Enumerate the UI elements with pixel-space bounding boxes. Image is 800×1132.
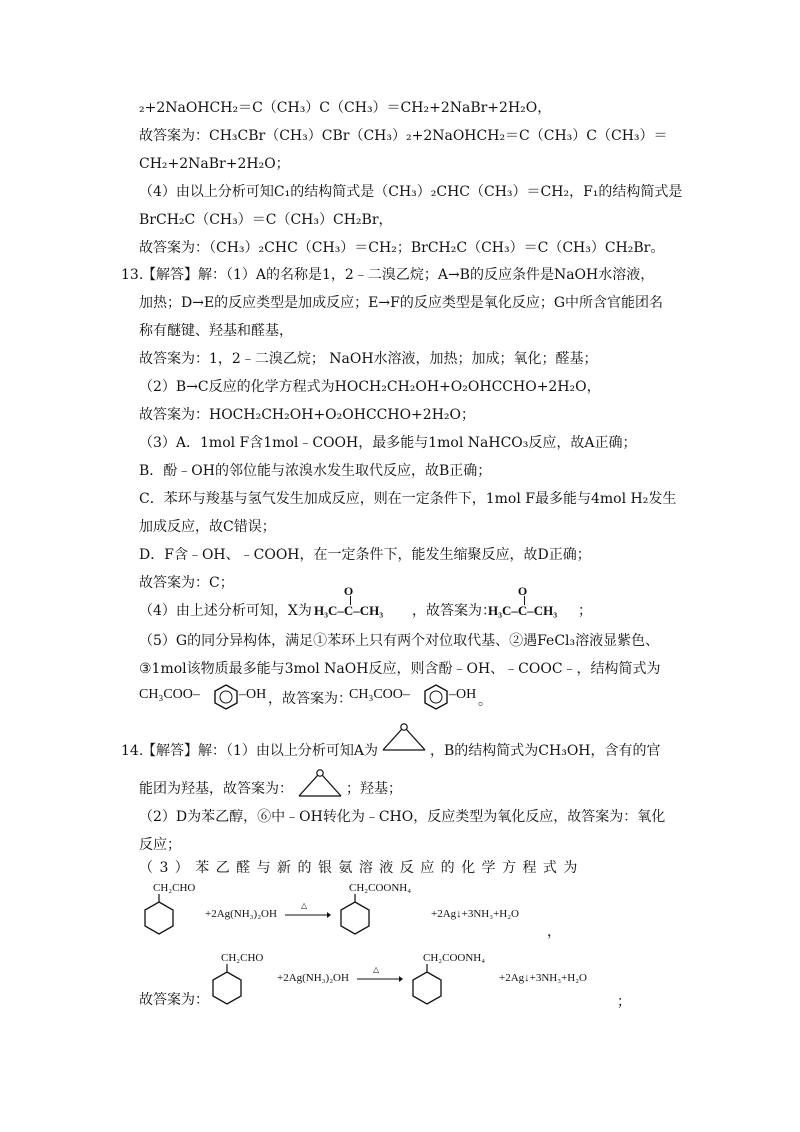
text-line: （ 3 ） 苯 乙 醛 与 新 的 银 氨 溶 液 反 应 的 化 学 方 程 式 为 [139, 860, 579, 876]
acetone-structure [314, 584, 384, 619]
text-line: 【解答】解：（1）A的名称是1，2﹣二溴乙烷；A→B的反应条件是NaOH水溶液， [142, 267, 655, 283]
acetone-formula: H₃C–C–CH₃ [488, 603, 558, 618]
text-line: ₂+2NaOHCH₂＝C（CH₃）C（CH₃）＝CH₂+2NaBr+2H₂O， [139, 100, 552, 116]
text-line: 故答案为：C； [139, 575, 234, 591]
text-line: D．F含﹣OH、﹣COOH，在一定条件下，能发生缩聚反应，故D正确； [139, 547, 591, 563]
text-line: 故答案为：CH₃CBr（CH₃）CBr（CH₃）₂+2NaOHCH₂＝C（CH₃）C（CH₃）＝ [139, 128, 668, 144]
reagent-label: +2Ag(NH₃)₂OH [205, 908, 277, 920]
text-line: 加成反应，故C错误； [139, 519, 276, 535]
text-line: CH₂+2NaBr+2H₂O； [139, 156, 290, 172]
benzene-ring-icon [139, 894, 179, 938]
text-line: 【解答】解：（1）由以上分析可知A为 [142, 743, 379, 759]
reaction-equation [139, 880, 559, 940]
text-line: C．苯环与羧基与氢气发生加成反应，则在一定条件下，1mol F最多能与4mol H₂发生 [139, 491, 677, 507]
text-line: 故答案为： [139, 992, 209, 1008]
ester-left-group: CH₃COO– [139, 687, 200, 702]
text-line: 故答案为：（CH₃）₂CHC（CH₃）＝CH₂；BrCH₂C（CH₃）＝C（CH₃）CH₂Br。 [139, 240, 665, 256]
text-line: （2）B→C反应的化学方程式为HOCH₂CH₂OH+O₂OHCCHO+2H₂O， [139, 379, 601, 395]
text-line: ， [547, 924, 561, 940]
text-line: ； [578, 603, 592, 619]
benzene-ring-icon [407, 964, 447, 1008]
reactant-label: CH₂CHO [221, 952, 264, 964]
reaction-arrow-icon [285, 910, 331, 920]
epoxide-ring-icon [296, 768, 344, 800]
text-line: ，故答案为： [268, 691, 352, 707]
product-label: CH₂COONH₄ [349, 882, 412, 894]
carbonyl-oxygen: O [517, 584, 528, 598]
text-line: 反应； [139, 837, 181, 853]
ester-structure [139, 683, 269, 711]
text-line: 。 [478, 693, 492, 709]
heat-condition: △ [301, 901, 308, 910]
text-line: （5）G的同分异构体，满足①苯环上只有两个对位取代基、②遇FeCl₃溶液显紫色、 [139, 633, 660, 649]
benzene-ring-icon [211, 683, 241, 711]
question-number: 13. [121, 267, 144, 283]
text-line: BrCH₂C（CH₃）＝C（CH₃）CH₂Br， [139, 212, 393, 228]
text-line: ③1mol该物质最多能与3mol NaOH反应，则含酚﹣OH、﹣COOC﹣，结构简式为 [139, 661, 661, 677]
benzene-ring-icon [335, 894, 375, 938]
text-line: B．酚﹣OH的邻位能与浓溴水发生取代反应，故B正确； [139, 463, 492, 479]
text-line: （2）D为苯乙醇，⑥中﹣OH转化为﹣CHO，反应类型为氧化反应，故答案为：氧化 [139, 809, 666, 825]
ester-left-group: CH₃COO– [349, 687, 410, 702]
reactant-label: CH₂CHO [153, 882, 196, 894]
reagent-label: +2Ag(NH₃)₂OH [277, 972, 349, 984]
carbonyl-oxygen: O [343, 584, 354, 598]
text-line: ；羟基； [346, 781, 402, 797]
text-line: （4）由以上分析可知C₁的结构简式是（CH₃）₂CHC（CH₃）＝CH₂，F₁的结构简式是 [139, 184, 683, 200]
product-label: CH₂COONH₄ [423, 952, 486, 964]
text-line: 称有醚键、羟基和醛基， [139, 323, 293, 339]
text-line: ，故答案为： [412, 603, 496, 619]
text-line: ，B的结构简式为CH₃OH，含有的官 [430, 743, 661, 759]
question-number: 14. [121, 743, 144, 759]
text-line: 故答案为：HOCH₂CH₂OH+O₂OHCCHO+2H₂O； [139, 407, 475, 423]
text-line: 加热；D→E的反应类型是加成反应；E→F的反应类型是氧化反应；G中所含官能团名 [139, 295, 664, 311]
heat-condition: △ [373, 965, 380, 974]
text-line: （3）A．1mol F含1mol﹣COOH，最多能与1mol NaHCO₃反应，故A正确； [139, 435, 637, 451]
ester-right-group: –OH [239, 687, 267, 702]
text-line: 能团为羟基，故答案为： [139, 781, 293, 797]
acetone-structure-answer [488, 584, 558, 619]
text-line: 故答案为：1，2﹣二溴乙烷； NaOH水溶液，加热；加成；氧化；醛基； [139, 351, 598, 367]
epoxide-ring-icon [380, 722, 428, 754]
byproducts-label: +2Ag↓+3NH₃+H₂O [431, 908, 519, 920]
acetone-formula: H₃C–C–CH₃ [314, 603, 384, 618]
benzene-ring-icon [207, 964, 247, 1008]
byproducts-label: +2Ag↓+3NH₃+H₂O [499, 972, 587, 984]
ester-right-group: –OH [449, 687, 477, 702]
benzene-ring-icon [421, 683, 451, 711]
reaction-equation-answer [207, 950, 627, 1010]
reaction-arrow-icon [357, 974, 403, 984]
ester-structure-answer [349, 683, 479, 711]
text-line: ； [617, 994, 631, 1010]
text-line: （4）由上述分析可知，X为 [139, 603, 312, 619]
